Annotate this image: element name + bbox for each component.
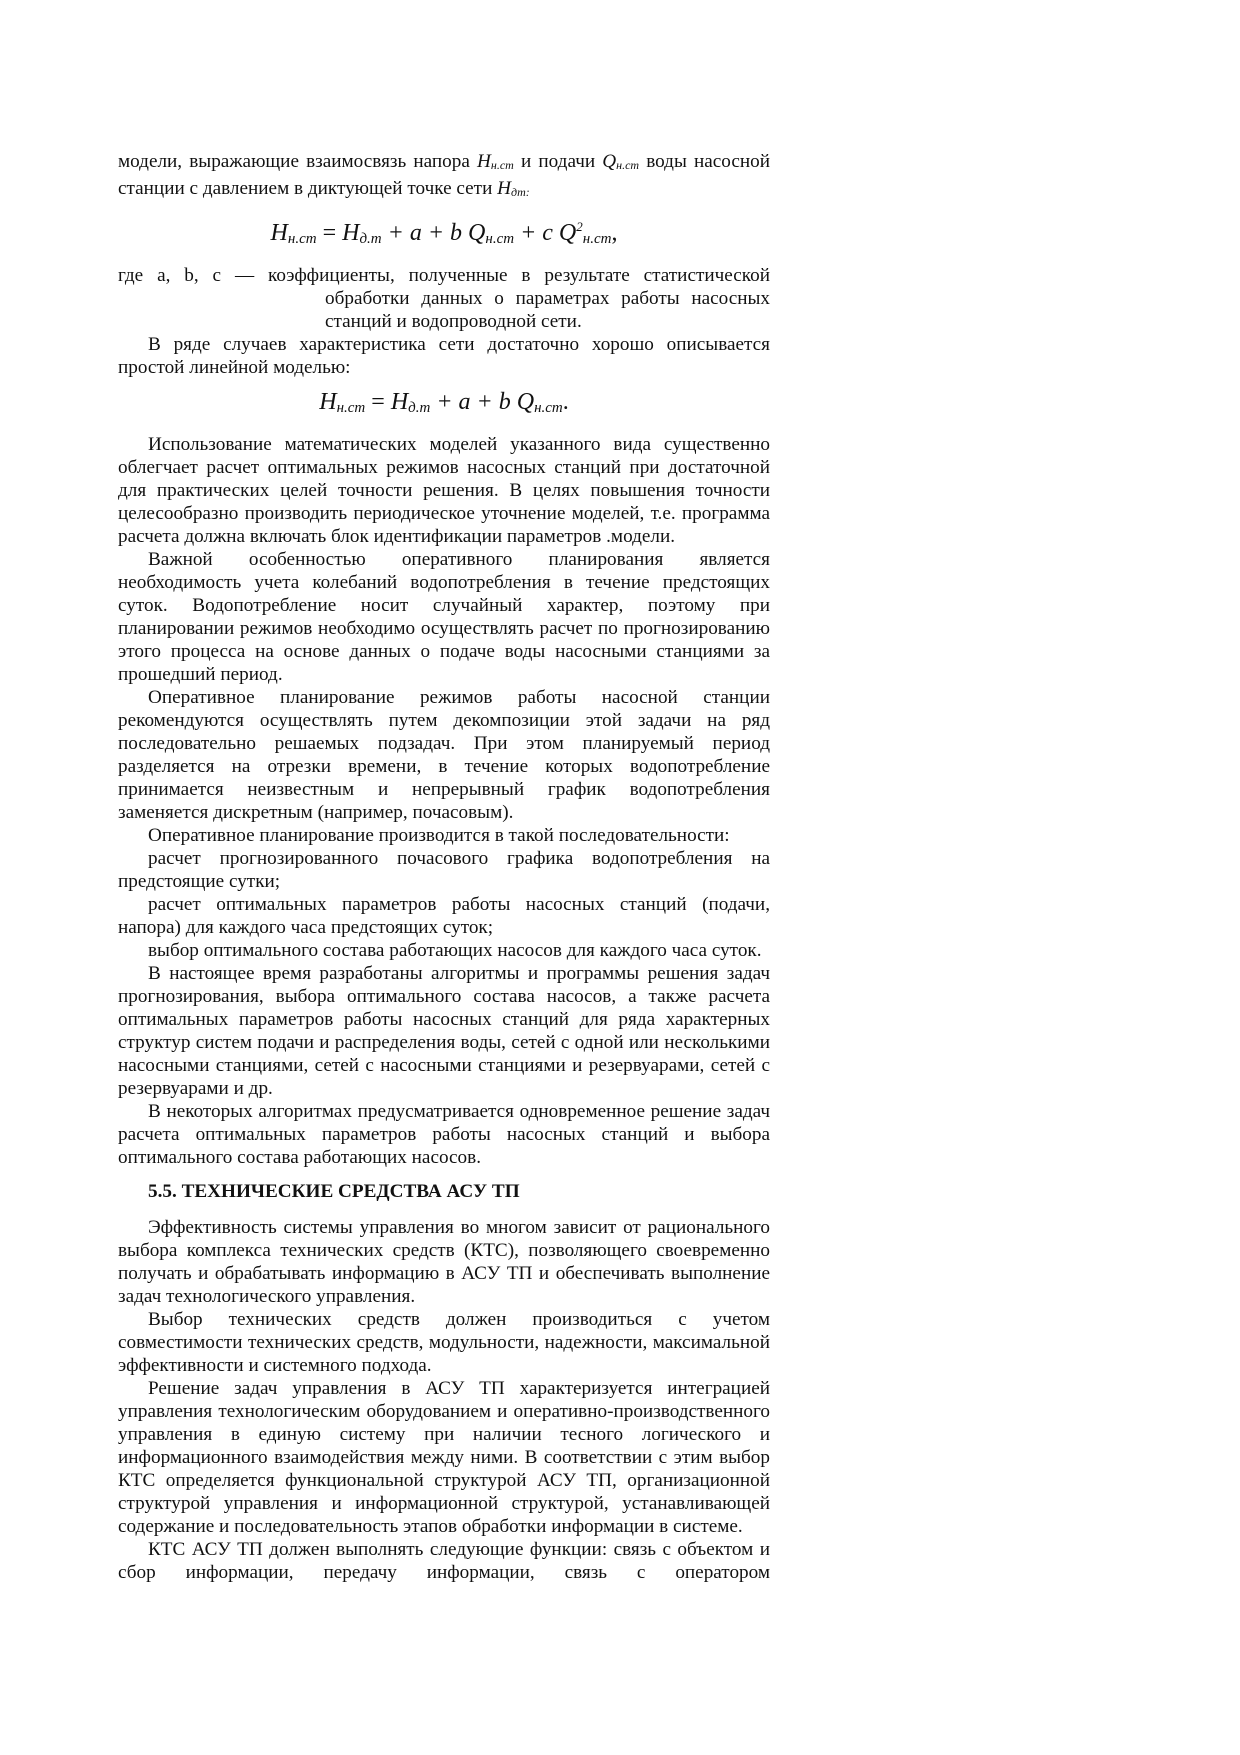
symbol-flow: Qн.ст [602, 151, 640, 172]
section-heading: 5.5. ТЕХНИЧЕСКИЕ СРЕДСТВА АСУ ТП [148, 1181, 520, 1202]
document-page [118, 150, 770, 1584]
definition-continuation: обработки данных о параметрах работы насосных станций и водопроводной сети. [325, 288, 770, 332]
paragraph-selection: Выбор технических средств должен производиться с учетом совместимости технических средств, модульности, надежности, максимальной эффективности и системного подхода. [118, 1309, 770, 1376]
paragraph-efficiency: Эффективность системы управления во многом зависит от рационального выбора комплекса технических средств (КТС), позволяющего своевременно получать и обрабатывать информацию в АСУ ТП и обеспечивать выполнение задач технологического управления. [118, 1217, 770, 1307]
formula-linear: $H_{н.ст} = H_{д.т} + a + b$ $Q_{н.ст}$. [319, 389, 569, 416]
formula-quadratic: $H_{н.ст} = H_{д.т} + a + b$ $Q_{н.ст} + c$ $Q^2_{н.ст}$, [270, 219, 618, 247]
paragraph-intro: модели, выражающие взаимосвязь напора Hн.ст и подачи Qн.ст воды насосной станции с давлением в диктующей точке сети Hдт: [118, 151, 770, 199]
list-item-pump-selection: выбор оптимального состава работающих насосов для каждого часа суток. [148, 940, 762, 961]
list-item-parameters: расчет оптимальных параметров работы насосных станций (подачи, напора) для каждого часа предстоящих суток; [118, 894, 770, 938]
symbol-head: Hн.ст [477, 151, 514, 172]
paragraph-integration: Решение задач управления в АСУ ТП характеризуется интеграцией управления технологическим оборудованием и оперативно-производственного управления в единую систему при наличии тесного логического и информационного взаимодействия между ними. В соответствии с этим выбор КТС определяется функциональной структурой АСУ ТП, организационной структурой управления и информационной структурой, устанавливающей содержание и последовательность этапов обработки информации в системе. [118, 1378, 770, 1537]
paragraph-functions: КТС АСУ ТП должен выполнять следующие функции: связь с объектом и сбор информации, передачу информации, связь с оператором [118, 1539, 770, 1583]
definition-first-line: где a, b, c — коэффициенты, полученные в результате статистической [118, 265, 770, 286]
list-item-forecast: расчет прогнозированного почасового графика водопотребления на предстоящие сутки; [118, 848, 770, 892]
paragraph-linear-model: В ряде случаев характеристика сети достаточно хорошо описывается простой линейной моделью: [118, 334, 770, 378]
paragraph-planning-feature: Важной особенностью оперативного планирования является необходимость учета колебаний водопотребления в течение предстоящих суток. Водопотребление носит случайный характер, поэтому при планировании режимов необходимо осуществлять расчет по прогнозированию этого процесса на основе данных о подаче воды насосными станциями за прошедший период. [118, 549, 770, 685]
paragraph-sequence: Оперативное планирование производится в такой последовательности: [148, 825, 730, 846]
paragraph-algorithms: В настоящее время разработаны алгоритмы и программы решения задач прогнозирования, выбора оптимального состава насосов, а также расчета оптимальных параметров работы насосных станций для ряда характерных структур систем подачи и распределения воды, сетей с одной или несколькими насосными станциями, сетей с насосными станциями и резервуарами, сетей с резервуарами и др. [118, 963, 770, 1099]
paragraph-models-use: Использование математических моделей указанного вида существенно облегчает расчет оптимальных режимов насосных станций при достаточной для практических целей точности решения. В целях повышения точности целесообразно производить периодическое уточнение моделей, т.е. программа расчета должна включать блок идентификации параметров .модели. [118, 434, 770, 547]
paragraph-decomposition: Оперативное планирование режимов работы насосной станции рекомендуются осуществлять путем декомпозиции этой задачи на ряд последовательно решаемых подзадач. При этом планируемый период разделяется на отрезки времени, в течение которых водопотребление принимается неизвестным и непрерывный график водопотребления заменяется дискретным (например, почасовым). [118, 687, 770, 823]
paragraph-simultaneous: В некоторых алгоритмах предусматривается одновременное решение задач расчета оптимальных параметров работы насосных станций и выбора оптимального состава работающих насосов. [118, 1101, 770, 1168]
coefficient-definition [118, 264, 770, 333]
symbol-pressure: Hдт: [497, 178, 530, 199]
